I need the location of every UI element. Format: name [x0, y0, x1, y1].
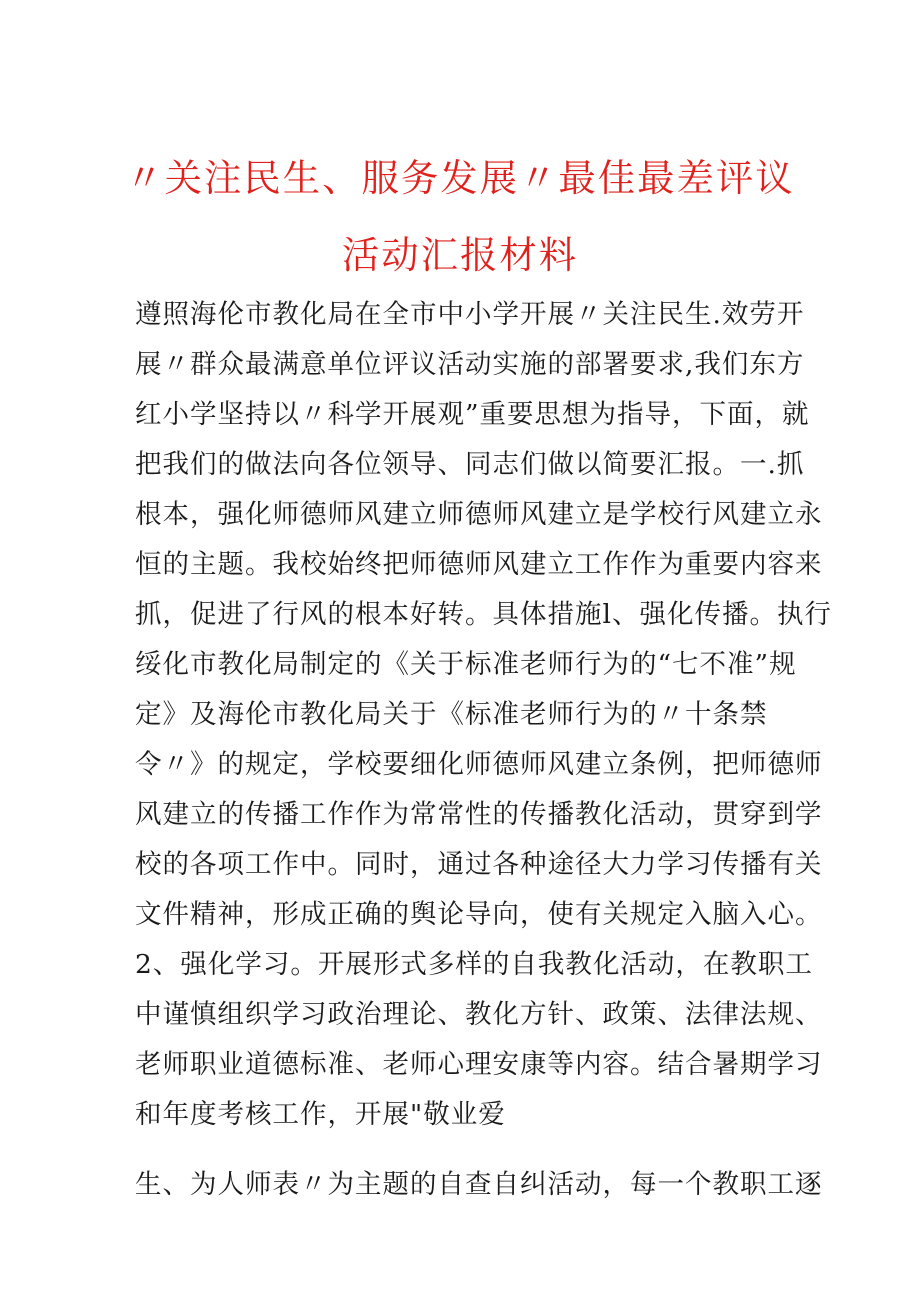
body-line: 绥化市教化局制定的《关于标准老师行为的“七不准”规 — [135, 649, 797, 680]
body-line: 2、强化学习。开展形式多样的自我教化活动，在教职工 — [135, 949, 813, 980]
body-line: 文件精神，形成正确的舆论导向，使有关规定入脑入心。 — [135, 899, 823, 930]
body-line: 校的各项工作中。同时，通过各种途径大力学习传播有关 — [135, 849, 823, 880]
body-line: 把我们的做法向各位领导、同志们做以简要汇报。一.抓 — [135, 449, 805, 480]
body-line: 遵照海伦市教化局在全市中小学开展〃关注民生.效劳开 — [135, 299, 805, 330]
body-line: 定》及海伦市教化局关于《标准老师行为的〃十条禁 — [135, 699, 768, 730]
document-title-line-2: 活动汇报材料 — [341, 233, 579, 277]
body-line: 生、为人师表〃为主题的自查自纠活动，每一个教职工逐 — [135, 1169, 823, 1200]
document-title-line-1: 〃关注民生、服务发展〃最佳最差评议 — [125, 156, 795, 200]
body-line: 和年度考核工作，开展"敬业爱 — [135, 1099, 506, 1130]
body-line: 恒的主题。我校始终把师德师风建立工作作为重要内容来 — [135, 549, 823, 580]
body-line: 展〃群众最满意单位评议活动实施的部署要求,我们东方 — [135, 349, 805, 380]
body-line: 令〃》的规定，学校要细化师德师风建立条例，把师德师 — [135, 749, 823, 780]
body-line: 抓，促进了行风的根本好转。具体措施l、强化传播。执行 — [135, 599, 832, 630]
body-line: 老师职业道德标准、老师心理安康等内容。结合暑期学习 — [135, 1049, 823, 1080]
body-line: 风建立的传播工作作为常常性的传播教化活动，贯穿到学 — [135, 799, 823, 830]
body-line: 中谨慎组织学习政治理论、教化方针、政策、法律法规、 — [135, 999, 823, 1030]
body-line: 根本，强化师德师风建立师德师风建立是学校行风建立永 — [135, 499, 823, 530]
body-line: 红小学坚持以〃科学开展观”重要思想为指导，下面，就 — [135, 399, 810, 430]
